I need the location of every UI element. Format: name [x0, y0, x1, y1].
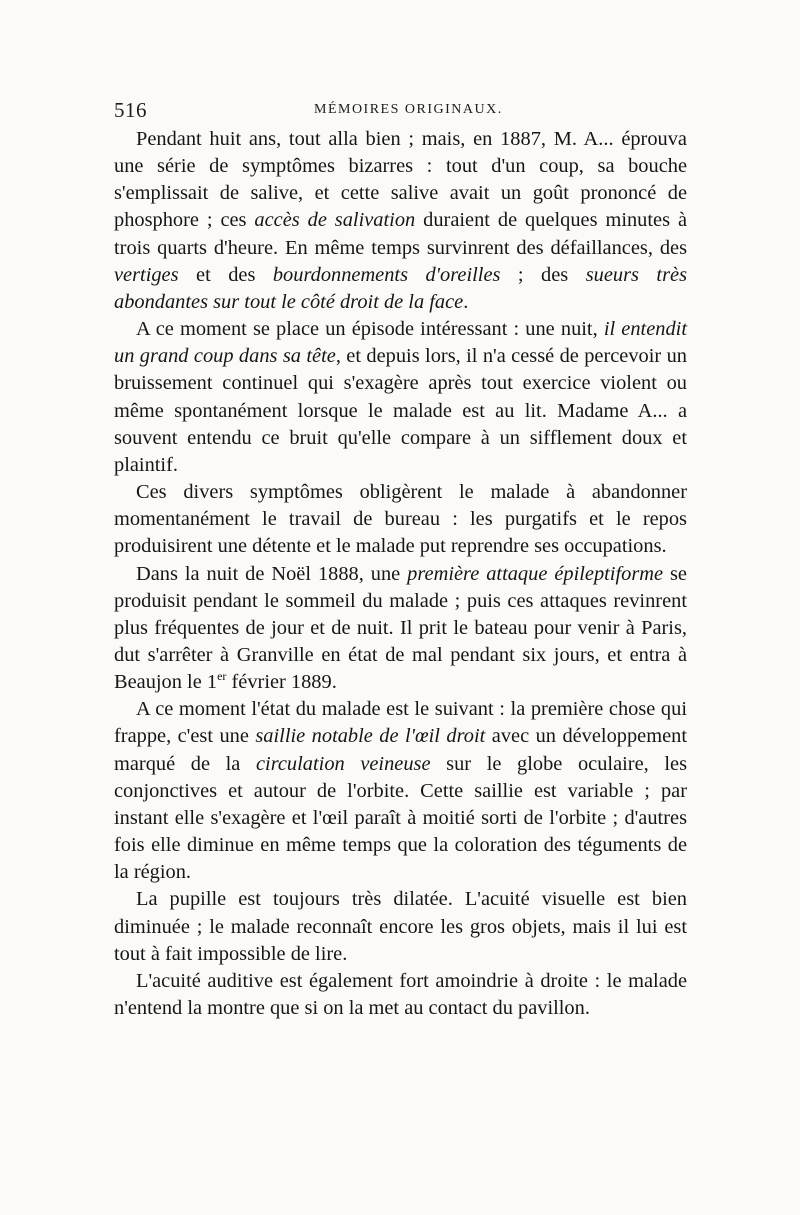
superscript-text: er [217, 669, 227, 684]
text-segment: et des [178, 263, 273, 286]
text-segment: La pupille est toujours très dilatée. L'acuité visuelle est bien diminuée ; le malade reconnaît encore les gros objets, mais il lui est tout à fait impossible de lire. [114, 888, 687, 965]
text-segment: février 1889. [226, 671, 337, 694]
italic-text: vertiges [114, 263, 179, 286]
running-head: MÉMOIRES ORIGINAUX. [314, 102, 503, 117]
text-segment: Pendant huit ans, tout alla bien ; mais, en 1887, M. A... éprouva une série de symptômes bizarres : tout d'un coup, sa bouche s'emplissait de salive, et cette salive avait un goût prononcé de phosphore ; ces [114, 128, 687, 232]
body-text [114, 126, 687, 1022]
italic-text: il entendit un grand coup dans sa tête [114, 318, 687, 368]
text-segment: , et depuis lors, il n'a cessé de percevoir un bruissement continuel qui s'exagère après tout exercice violent ou même spontanément lorsque le malade est au lit. Madame A... a souvent entendu ce bruit qu'elle compare à un sifflement doux et plaintif. [114, 345, 687, 476]
paragraph [114, 126, 687, 316]
text-segment: duraient de quelques minutes à trois quarts d'heure. En même temps survinrent des défaillances, des [114, 209, 687, 259]
text-segment: ; des [500, 263, 586, 286]
page-number: 516 [114, 98, 147, 122]
paragraph [114, 316, 687, 479]
italic-text: sueurs très abondantes sur tout le côté droit de la face [114, 263, 687, 313]
italic-text: accès de salivation [254, 209, 416, 232]
text-segment: se produisit pendant le sommeil du malade ; puis ces attaques revinrent plus fréquentes de jour et de nuit. Il prit le bateau pour venir à Paris, dut s'arrêter à Granville en état de mal pendant six jours, et entra à Beaujon le 1 [114, 562, 687, 694]
italic-text: circulation veineuse [255, 752, 431, 775]
paragraph [114, 886, 687, 967]
italic-text: première attaque épileptiforme [407, 562, 664, 585]
text-segment: A ce moment l'état du malade est le suivant : la première chose qui frappe, c'est une [114, 698, 687, 748]
text-segment: Ces divers symptômes obligèrent le malade à abandonner momentanément le travail de bureau : les purgatifs et le repos produisirent une détente et le malade put reprendre ses occupations. [114, 481, 687, 558]
paragraph [114, 561, 687, 697]
text-segment: L'acuité auditive est également fort amoindrie à droite : le malade n'entend la montre que si on la met au contact du pavillon. [114, 969, 687, 1019]
paragraph [114, 968, 687, 1022]
paragraph [114, 696, 687, 886]
text-segment: . [463, 290, 469, 313]
text-segment: A ce moment se place un épisode intéressant : une nuit, [136, 318, 604, 341]
text-segment: sur le globe oculaire, les conjonctives et autour de l'orbite. Cette saillie est variable ; par instant elle s'exagère et l'œil paraît à moitié sorti de l'orbite ; d'autres fois elle diminue en même temps que la coloration des téguments de la région. [114, 752, 687, 884]
page-header [114, 98, 692, 122]
italic-text: saillie notable de l'œil droit [255, 725, 486, 748]
text-segment: Dans la nuit de Noël 1888, une [136, 562, 408, 585]
italic-text: bourdonnements d'oreilles [272, 263, 501, 286]
paragraph [114, 479, 687, 560]
text-segment: avec un développement marqué de la [114, 725, 688, 775]
